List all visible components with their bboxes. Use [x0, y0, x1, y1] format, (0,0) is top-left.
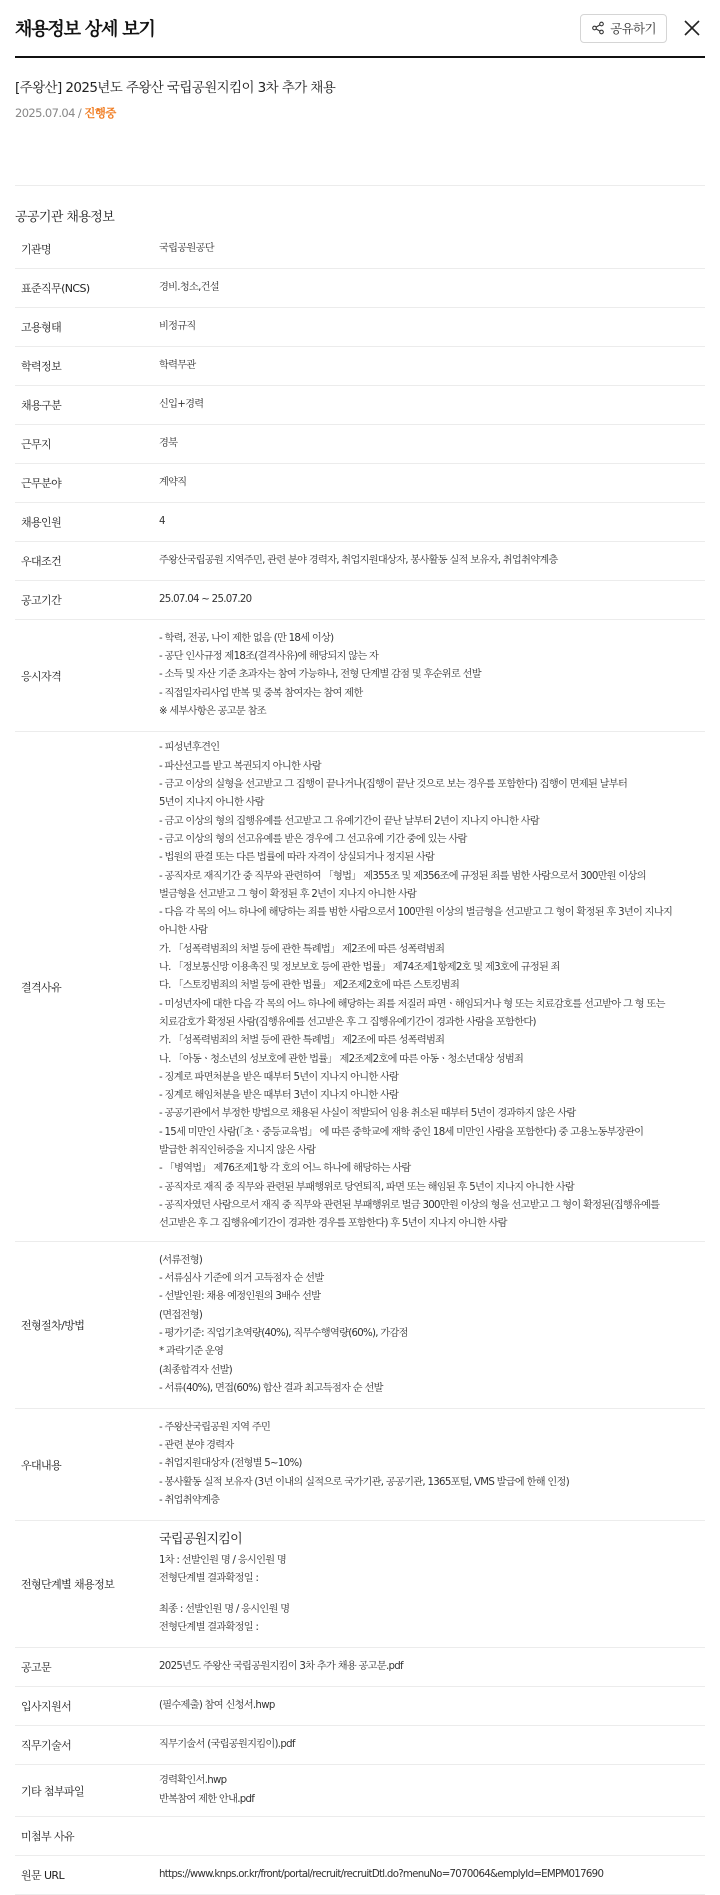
- row-attachments: [15, 1765, 705, 1817]
- row-value: [159, 1419, 705, 1510]
- row-value: [159, 630, 705, 721]
- text-line: - 15세 미만인 사람(「초ㆍ중등교육법」 에 따른 중학교에 재학 중인 18세 미만인 사람을 포함한다) 중 고용노동부장관이: [159, 1126, 644, 1138]
- status-badge: 진행중: [84, 106, 116, 120]
- row-label: 결격사유: [21, 980, 62, 994]
- row-value: [159, 1772, 705, 1809]
- text-line: - 금고 이상의 형의 선고유예를 받은 경우에 그 선고유예 기간 중에 있는 사람: [159, 833, 467, 845]
- row-label: 채용인원: [21, 516, 62, 529]
- row-preference: [15, 542, 705, 581]
- job-description-file-link[interactable]: 직무기술서 (국립공원지킴이).pdf: [159, 1738, 295, 1750]
- row-label: 우대조건: [21, 555, 62, 568]
- row-period: [15, 581, 705, 620]
- row-stage-info: [15, 1521, 705, 1648]
- section-title: 공공기관 채용정보: [15, 210, 115, 225]
- row-label: 기관명: [21, 243, 52, 256]
- text-line: - 관련 분야 경력자: [159, 1440, 234, 1452]
- text-line: - 서류(40%), 면접(60%) 합산 결과 최고득점자 순 선발: [159, 1382, 383, 1394]
- stage-company-name: 국립공원지킴이: [159, 1531, 243, 1547]
- application-file-link[interactable]: (필수제출) 참여 신청서.hwp: [159, 1699, 275, 1711]
- row-label: 직무기술서: [21, 1739, 72, 1752]
- text-line: - 공공기관에서 부정한 방법으로 채용된 사실이 적발되어 임용 취소된 때부터 5년이 경과하지 않은 사람: [159, 1108, 576, 1120]
- text-line: 최종 : 선발인원 명 / 응시인원 명: [159, 1603, 290, 1615]
- text-line: 전형단계별 결과확정일 :: [159, 1621, 259, 1633]
- row-label: 채용구분: [21, 399, 62, 412]
- text-line: (서류전형): [159, 1254, 203, 1266]
- text-line: - 취업취약계층: [159, 1494, 220, 1506]
- row-disqualification: [15, 732, 705, 1242]
- row-label: 공고기간: [21, 594, 62, 607]
- attachment-file-link[interactable]: 경력확인서.hwp: [159, 1775, 227, 1787]
- row-label: 공고문: [21, 1661, 52, 1674]
- row-location: [15, 425, 705, 464]
- text-line: - 평가기준: 직업기초역량(40%), 직무수행역량(60%), 가감점: [159, 1328, 408, 1339]
- text-line: 가. 「성폭력범죄의 처벌 등에 관한 특례법」 제2조에 따른 성폭력범죄: [159, 943, 445, 955]
- row-procedure: [15, 1242, 705, 1409]
- text-line: - 미성년자에 대한 다음 각 목의 어느 하나에 해당하는 죄를 저질러 파면ㆍ해임되거나 형 또는 치료감호를 선고받아 그 형 또는: [159, 998, 665, 1010]
- text-line: 아니한 사람: [159, 925, 208, 937]
- row-label: 기타 첨부파일: [21, 1784, 85, 1798]
- row-value: 비정규직: [159, 320, 196, 332]
- text-line: 나. 「정보통신망 이용촉진 및 정보보호 등에 관한 법률」 제74조제1항제2호 및 제3호에 규정된 죄: [159, 962, 560, 974]
- row-value: 계약직: [159, 476, 187, 488]
- row-label: 학력정보: [21, 360, 62, 373]
- spacer: [159, 1589, 705, 1601]
- row-value: 경비.청소,건설: [159, 281, 219, 293]
- job-meta: [15, 105, 705, 121]
- text-line: (최종합격자 선발): [159, 1364, 233, 1376]
- job-title: [주왕산] 2025년도 주왕산 국립공원지킴이 3차 추가 채용: [15, 80, 336, 96]
- row-application: [15, 1687, 705, 1726]
- row-benefits: [15, 1409, 705, 1521]
- close-icon: [683, 19, 701, 37]
- text-line: ※ 세부사항은 공고문 참조: [159, 705, 266, 717]
- attachment-file-link[interactable]: 반복참여 제한 안내.pdf: [159, 1793, 255, 1805]
- text-line: 나. 「아동ㆍ청소년의 성보호에 관한 법률」 제2조제2호에 따른 아동ㆍ청소년대상 성범죄: [159, 1053, 524, 1065]
- text-line: - 공직자로 재직기간 중 직무와 관련하여 「형법」 제355조 및 제356조에 규정된 죄를 범한 사람으로서 300만원 이상의: [159, 870, 646, 882]
- row-employment-type: [15, 308, 705, 347]
- row-label: 표준직무(NCS): [21, 282, 90, 295]
- row-value: 국립공원공단: [159, 242, 214, 254]
- text-line: - 징계로 해임처분을 받은 때부터 3년이 지나지 아니한 사람: [159, 1090, 399, 1102]
- row-notice: [15, 1648, 705, 1687]
- row-value: 학력무관: [159, 359, 196, 371]
- row-label: 전형단계별 채용정보: [21, 1578, 115, 1591]
- row-value: 신입+경력: [159, 398, 204, 410]
- row-job-description: [15, 1726, 705, 1765]
- row-ncs: [15, 269, 705, 308]
- close-button[interactable]: [679, 15, 705, 41]
- row-value: 4: [159, 515, 165, 527]
- row-value: [159, 1252, 705, 1398]
- text-line: - 주왕산국립공원 지역 주민: [159, 1421, 271, 1433]
- text-line: (면접전형): [159, 1309, 203, 1321]
- row-agency: [15, 230, 705, 269]
- text-line: 5년이 지나지 아니한 사람: [159, 797, 264, 809]
- text-line: - 공직자였던 사람으로서 재직 중 직무와 관련된 부패행위로 벌금 300만원 이상의 형을 선고받고 그 형이 확정된(집행유예를: [159, 1199, 660, 1211]
- text-line: 선고받은 후 그 집행유예기간이 경과한 경우를 포함한다) 후 5년이 지나지 아니한 사람: [159, 1218, 507, 1230]
- row-label: 고용형태: [21, 321, 62, 334]
- row-label: 원문 URL: [21, 1869, 64, 1882]
- text-line: - 공단 인사규정 제18조(결격사유)에 해당되지 않는 자: [159, 651, 379, 663]
- text-line: - 취업지원대상자 (전형별 5~10%): [159, 1458, 302, 1470]
- row-value: 25.07.04 ~ 25.07.20: [159, 593, 252, 605]
- text-line: - 법원의 판결 또는 다른 법률에 따라 자격이 상실되거나 정지된 사람: [159, 852, 435, 864]
- recruitment-info-table: [15, 230, 705, 1895]
- row-value: 경북: [159, 437, 178, 449]
- text-line: - 징계로 파면처분을 받은 때부터 5년이 지나지 아니한 사람: [159, 1071, 399, 1083]
- text-line: - 선발인원: 채용 예정인원의 3배수 선발: [159, 1291, 321, 1303]
- row-education: [15, 347, 705, 386]
- text-line: - 학력, 전공, 나이 제한 없음 (만 18세 이상): [159, 632, 334, 644]
- page-header: [15, 0, 705, 58]
- text-line: - 소득 및 자산 기준 초과자는 참여 가능하나, 전형 단계별 감점 및 후순위로 선발: [159, 669, 481, 681]
- text-line: - 금고 이상의 실형을 선고받고 그 집행이 끝나거나(집행이 끝난 것으로 보는 경우를 포함한다) 집행이 면제된 날부터: [159, 779, 628, 791]
- notice-file-link[interactable]: 2025년도 주왕산 국립공원지킴이 3차 추가 채용 공고문.pdf: [159, 1660, 403, 1672]
- row-label: 근무분야: [21, 477, 62, 490]
- row-label: 전형절차/방법: [21, 1319, 85, 1332]
- text-line: - 「병역법」 제76조제1항 각 호의 어느 하나에 해당하는 사람: [159, 1163, 411, 1175]
- row-field: [15, 464, 705, 503]
- text-line: - 봉사활동 실적 보유자 (3년 이내의 실적으로 국가기관, 공공기관, 1365포털, VMS 발급에 한해 인정): [159, 1476, 569, 1488]
- share-icon: [591, 21, 605, 35]
- text-line: 다. 「스토킹범죄의 처벌 등에 관한 법률」 제2조제2호에 따른 스토킹범죄: [159, 980, 460, 992]
- text-line: - 금고 이상의 형의 집행유예를 선고받고 그 유예기간이 끝난 날부터 2년이 지나지 아니한 사람: [159, 815, 539, 827]
- text-line: - 공직자로 재직 중 직무와 관련된 부패행위로 당연퇴직, 파면 또는 해임된 후 5년이 지나지 아니한 사람: [159, 1181, 575, 1193]
- text-line: - 파산선고를 받고 복권되지 아니한 사람: [159, 760, 321, 772]
- row-no-attachment-reason: [15, 1817, 705, 1856]
- row-label: 응시자격: [21, 669, 62, 683]
- source-url-link[interactable]: https://www.knps.or.kr/front/portal/recruit/recruitDtl.do?menuNo=7070064&emplyId=EMPM017690: [159, 1868, 604, 1880]
- text-line: 치료감호가 확정된 사람(집행유예를 선고받은 후 그 집행유예기간이 경과한 사람을 포함한다): [159, 1016, 536, 1028]
- meta-separator: /: [74, 106, 85, 120]
- text-line: 전형단계별 결과확정일 :: [159, 1573, 259, 1585]
- job-heading: [15, 58, 705, 186]
- text-line: - 서류심사 기준에 의거 고득점자 순 선발: [159, 1273, 324, 1285]
- row-label: 입사지원서: [21, 1700, 72, 1713]
- page-title: 채용정보 상세 보기: [15, 19, 155, 40]
- text-line: - 다음 각 목의 어느 하나에 해당하는 죄를 범한 사람으로서 100만원 이상의 벌금형을 선고받고 그 형이 확정된 후 3년이 지나지: [159, 907, 673, 919]
- text-line: 가. 「성폭력범죄의 처벌 등에 관한 특례법」 제2조에 따른 성폭력범죄: [159, 1035, 445, 1047]
- text-line: * 과락기준 운영: [159, 1346, 224, 1358]
- row-label: 미첨부 사유: [21, 1830, 75, 1843]
- row-value: [159, 1531, 705, 1637]
- row-qualification: [15, 620, 705, 732]
- row-headcount: [15, 503, 705, 542]
- header-actions: [580, 14, 705, 43]
- row-source-url: [15, 1856, 705, 1895]
- text-line: - 피성년후견인: [159, 742, 220, 754]
- row-value: 주왕산국립공원 지역주민, 관련 분야 경력자, 취업지원대상자, 봉사활동 실적 보유자, 취업취약계층: [159, 554, 558, 566]
- text-line: 발급한 취직인허증을 지니지 않은 사람: [159, 1145, 316, 1157]
- share-button[interactable]: [580, 14, 667, 43]
- posting-date: 2025.07.04: [15, 106, 75, 120]
- row-category: [15, 386, 705, 425]
- text-line: 1차 : 선발인원 명 / 응시인원 명: [159, 1555, 287, 1567]
- text-line: 벌금형을 선고받고 그 형이 확정된 후 2년이 지나지 아니한 사람: [159, 888, 417, 900]
- row-value: [159, 739, 705, 1233]
- text-line: - 직접일자리사업 반복 및 중복 참여자는 참여 제한: [159, 687, 363, 699]
- row-label: 우대내용: [21, 1458, 62, 1472]
- share-button-label: 공유하기: [610, 21, 656, 36]
- row-label: 근무지: [21, 438, 52, 451]
